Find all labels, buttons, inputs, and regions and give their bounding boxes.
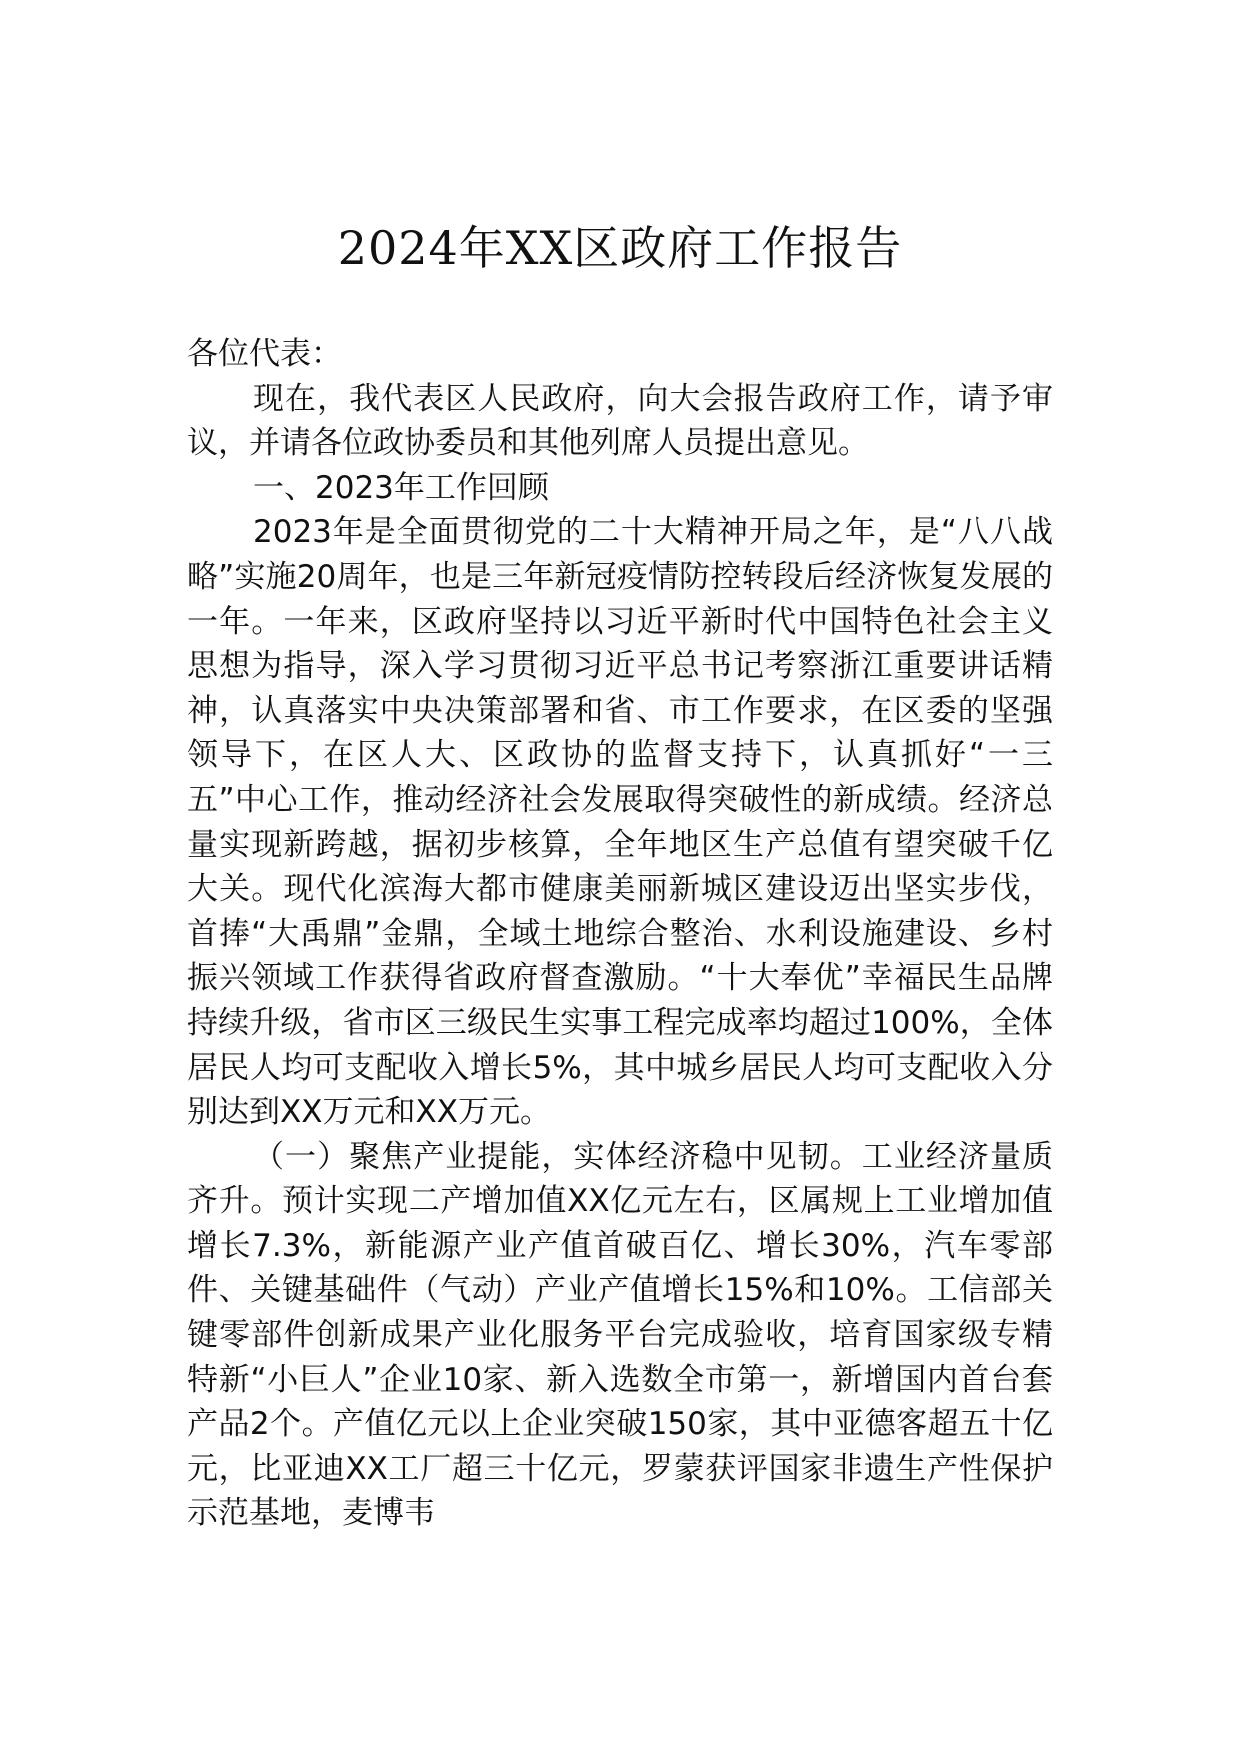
paragraph-industry: （一）聚焦产业提能，实体经济稳中见韧。工业经济量质齐升。预计实现二产增加值XX亿元左右，区属规上工业增加值增长7.3%，新能源产业产值首破百亿、增长30%，汽车零部件、关键基础件（气动）产业产值增长15%和10%。工信部关键零部件创新成果产业化服务平台完成验收，培育国家级专精特新“小巨人”企业10家、新入选数全市第一，新增国内首台套产品2个。产值亿元以上企业突破150家，其中亚德客超五十亿元，比亚迪XX工厂超三十亿元，罗蒙获评国家非遗生产性保护示范基地，麦博韦 [187,1138,1053,1532]
salutation: 各位代表： [187,336,342,372]
paragraph-2023-overview: 2023年是全面贯彻党的二十大精神开局之年，是“八八战略”实施20周年，也是三年新冠疫情防控转段后经济恢复发展的一年。一年来，区政府坚持以习近平新时代中国特色社会主义思想为指导，深入学习贯彻习近平总书记考察浙江重要讲话精神，认真落实中央决策部署和省、市工作要求，在区委的坚强领导下，在区人大、区政协的监督支持下，认真抓好“一三五”中心工作，推动经济社会发展取得突破性的新成绩。经济总量实现新跨越，据初步核算，全年地区生产总值有望突破千亿大关。现代化滨海大都市健康美丽新城区建设迈出坚实步伐，首捧“大禹鼎”金鼎，全域土地综合整治、水利设施建设、乡村振兴领域工作获得省政府督查激励。“十大奉优”幸福民生品牌持续升级，省市区三级民生实事工程完成率均超过100%，全体居民人均可支配收入增长5%，其中城乡居民人均可支配收入分别达到XX万元和XX万元。 [187,514,1053,1131]
document-title: 2024年XX区政府工作报告 [337,221,903,275]
section-heading-2023-review: 一、2023年工作回顾 [253,469,549,506]
paragraph-opening: 现在，我代表区人民政府，向大会报告政府工作，请予审议，并请各位政协委员和其他列席人员提出意见。 [187,380,1053,462]
document-body [187,332,1053,1536]
